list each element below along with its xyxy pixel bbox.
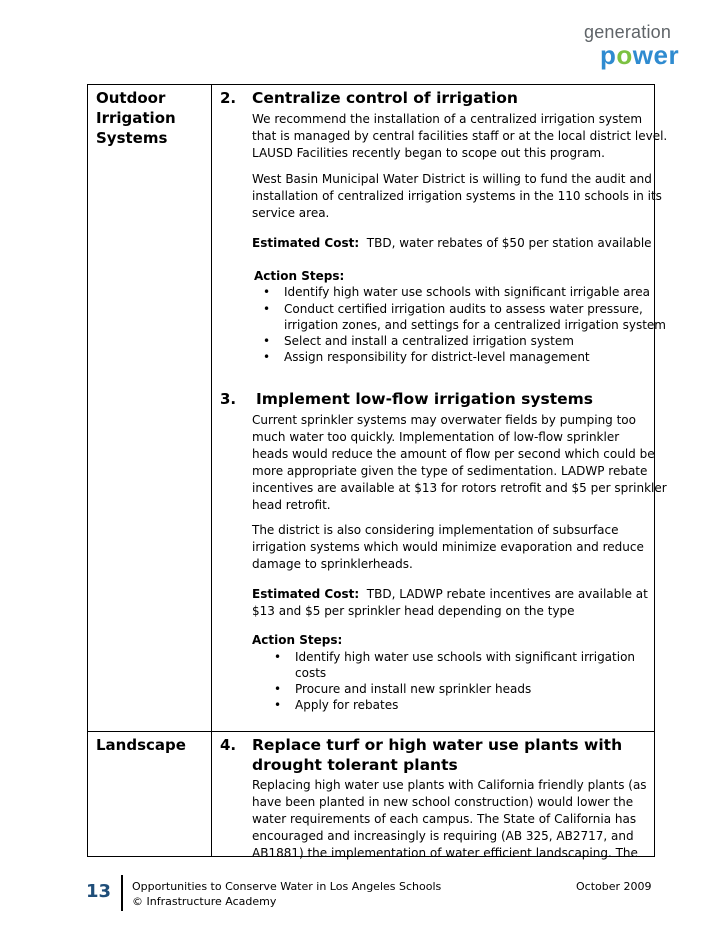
list-item-continued: irrigation zones, and settings for a centralized irrigation system (284, 318, 666, 332)
column-divider (211, 85, 212, 856)
page-number: 13 (86, 881, 112, 902)
item-2-title: Centralize control of irrigation (252, 89, 518, 107)
list-item: Identify high water use schools with significant irrigable area (284, 285, 650, 299)
list-item: Assign responsibility for district-level management (284, 350, 590, 364)
item-4-paragraph-1: Replacing high water use plants with California friendly plants (as have been planted in new school construction) would lower the water requirements of each campus. The State of California has encouraged and increasingly is requiring (AB 325, AB2717, and AB1881) the implementation of water efficient landscaping. The (252, 778, 647, 860)
item-2-paragraph-2: West Basin Municipal Water District is willing to fund the audit and installation of centralized irrigation systems in the 110 schools in its service area. (252, 172, 662, 220)
item-3-estimated-cost: Estimated Cost: TBD, LADWP rebate incentives are available at $13 and $5 per sprinkler head depending on the type (252, 587, 648, 618)
list-item: Identify high water use schools with significant irrigation (295, 650, 636, 664)
footer-date: October 2009 (576, 880, 652, 893)
generation-power-logo (580, 22, 698, 70)
footer-copyright: © Infrastructure Academy (132, 895, 277, 908)
category-landscape: Landscape (96, 736, 186, 754)
item-2-estimated-cost: Estimated Cost: TBD, water rebates of $50 per station available (252, 236, 652, 250)
item-3-paragraph-1: Current sprinkler systems may overwater fields by pumping too much water too quickly. Implementation of low-flow sprinkler heads would reduce the amount of flow per second which could be more appropriate given the type of sedimentation. LADWP rebate incentives are available at $13 for rotors retrofit and $5 per sprinkler head retrofit. (252, 413, 667, 512)
item-4-number: 4. (220, 736, 237, 754)
item-3-number: 3. (220, 390, 237, 408)
item-2-paragraph-1: We recommend the installation of a centralized irrigation system that is managed by central facilities staff or at the local district level. LAUSD Facilities recently began to scope out this program. (252, 112, 668, 160)
item-3-action-steps-label: Action Steps: (252, 633, 343, 647)
list-item: Select and install a centralized irrigation system (284, 334, 574, 348)
list-item: Procure and install new sprinkler heads (295, 682, 532, 696)
logo-line-1: generation (584, 22, 672, 42)
item-2-action-steps-label: Action Steps: (254, 269, 345, 283)
logo-line-2: power (600, 40, 680, 70)
item-2-number: 2. (220, 89, 237, 107)
item-3-title: Implement low-flow irrigation systems (256, 390, 594, 408)
footer-title: Opportunities to Conserve Water in Los Angeles Schools (132, 880, 442, 893)
item-4-title: Replace turf or high water use plants with drought tolerant plants (252, 736, 623, 774)
list-item-continued: costs (295, 666, 327, 680)
footer-divider (121, 875, 123, 911)
category-outdoor-irrigation: Outdoor Irrigation Systems (96, 89, 176, 147)
item-3-paragraph-2: The district is also considering implementation of subsurface irrigation systems which would minimize evaporation and reduce damage to sprinklerheads. (252, 523, 644, 571)
list-item: Conduct certified irrigation audits to assess water pressure, (284, 302, 643, 316)
list-item: Apply for rebates (295, 698, 399, 712)
row-divider (88, 731, 654, 732)
